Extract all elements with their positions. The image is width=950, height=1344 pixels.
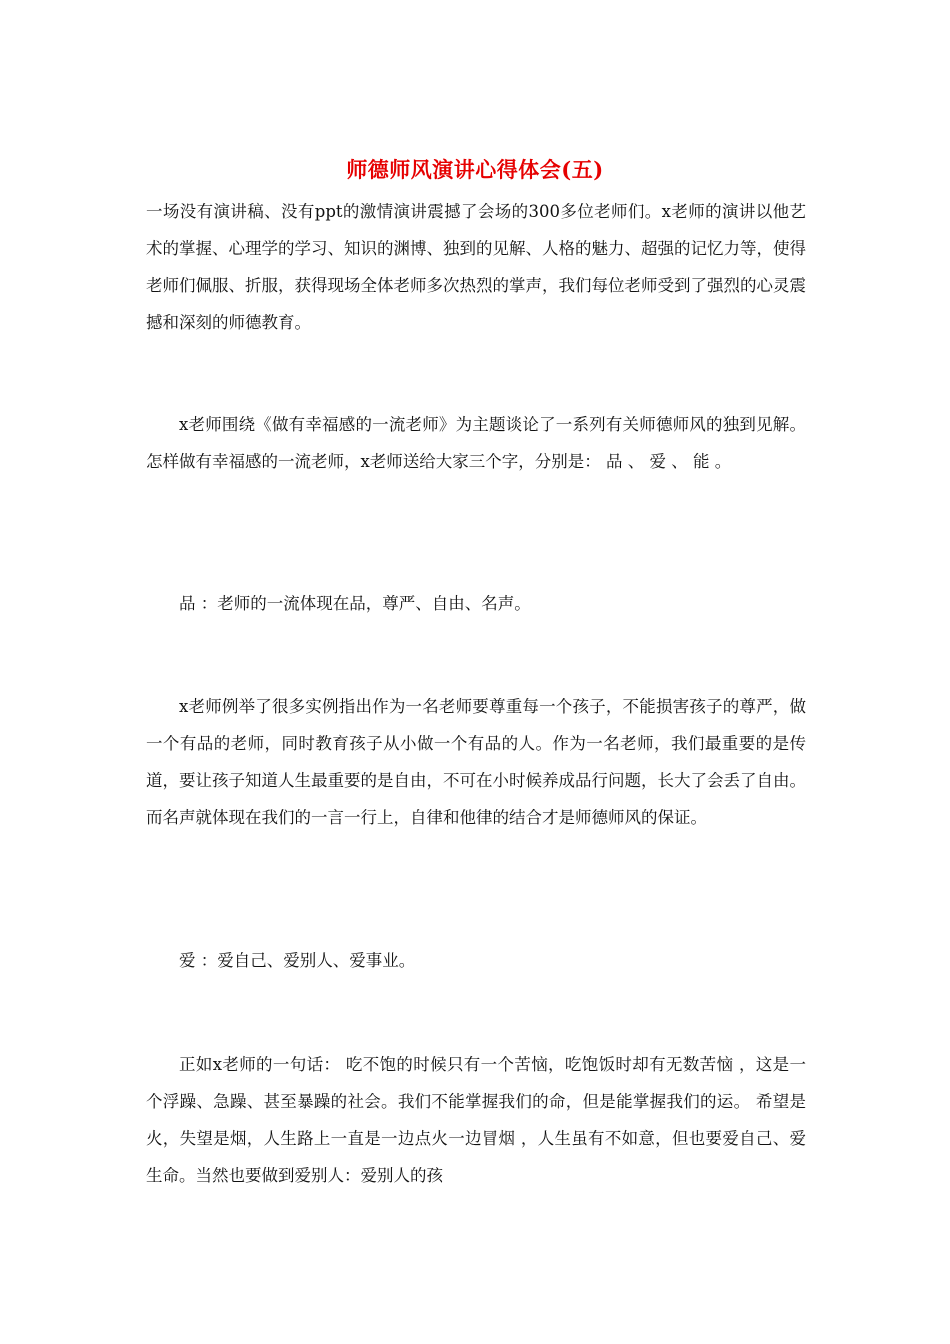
paragraph-theme: x老师围绕《做有幸福感的一流老师》为主题谈论了一系列有关师德师风的独到见解。怎样做有幸福感的一流老师，x老师送给大家三个字，分别是： 品 、 爱 、 能 。: [146, 415, 806, 471]
document-title: 师德师风演讲心得体会(五): [346, 157, 604, 182]
paragraph-ai-detail: 正如x老师的一句话： 吃不饱的时候只有一个苦恼，吃饱饭时却有无数苦恼 ，这是一个浮躁、急躁、甚至暴躁的社会。我们不能掌握我们的命，但是能掌握我们的运。 希望是火，失望是烟，人生路上一直是一边点火一边冒烟 ，人生虽有不如意，但也要爱自己、爱生命。当然也要做到爱别人：爱别人的孩: [146, 1055, 806, 1185]
paragraph-ai: 爱 ：爱自己、爱别人、爱事业。: [179, 951, 416, 970]
paragraph-intro: 一场没有演讲稿、没有ppt的激情演讲震撼了会场的300多位老师们。x老师的演讲以他艺术的掌握、心理学的学习、知识的渊博、独到的见解、人格的魅力、超强的记忆力等，使得老师们佩服、折服，获得现场全体老师多次热烈的掌声，我们每位老师受到了强烈的心灵震撼和深刻的师德教育。: [146, 202, 806, 332]
paragraph-pin-detail: x老师例举了很多实例指出作为一名老师要尊重每一个孩子，不能损害孩子的尊严，做一个有品的老师，同时教育孩子从小做一个有品的人。作为一名老师，我们最重要的是传道，要让孩子知道人生最重要的是自由，不可在小时候养成品行问题，长大了会丢了自由。而名声就体现在我们的一言一行上，自律和他律的结合才是师德师风的保证。: [146, 697, 806, 827]
paragraph-pin: 品 ：老师的一流体现在品，尊严、自由、名声。: [179, 594, 531, 613]
